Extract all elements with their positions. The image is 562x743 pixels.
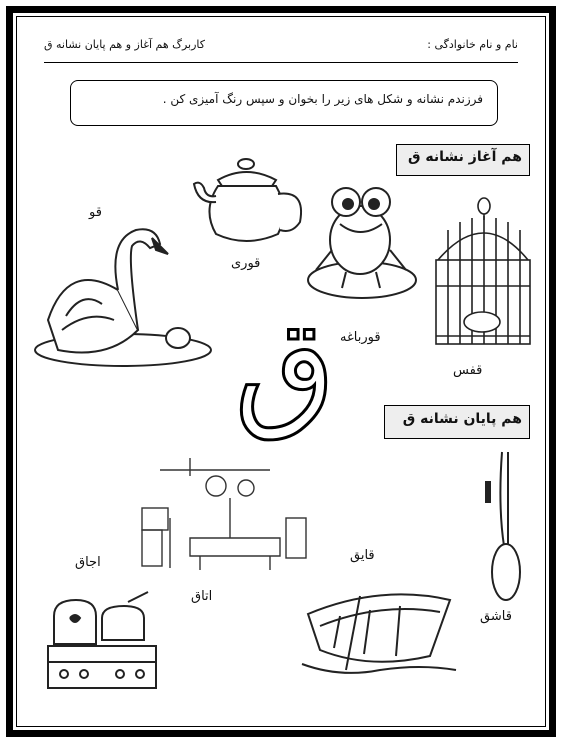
word-ghoo: قو <box>89 205 102 220</box>
start-section-title: هم آغاز نشانه ق <box>407 149 522 165</box>
end-section-title: هم پایان نشانه ق <box>402 411 522 427</box>
word-ghoorbagheh: قورباغه <box>340 330 381 345</box>
swan-icon <box>28 220 218 380</box>
word-ghoori: قوری <box>231 256 261 271</box>
big-letter-ghaf <box>230 291 340 443</box>
stove-icon <box>44 596 160 690</box>
word-ojagh: اجاق <box>75 555 101 570</box>
big-letter-text: ق <box>234 291 336 443</box>
word-ghafas: قفس <box>453 363 483 378</box>
instruction-box <box>70 80 498 126</box>
name-field-label: نام و نام خانوادگی : <box>427 38 518 51</box>
instruction-text: فرزندم نشانه و شکل های زیر را بخوان و سپس رنگ آمیزی کن . <box>162 92 483 106</box>
boat-icon <box>300 586 460 686</box>
bird-cage-icon <box>432 196 534 356</box>
word-ghashogh: قاشق <box>480 609 512 624</box>
word-ghayegh: قایق <box>350 548 375 563</box>
worksheet-title: کاربرگ هم آغاز و هم پایان نشانه ق <box>44 38 206 51</box>
spoon-icon <box>478 446 528 606</box>
header-divider <box>44 62 518 63</box>
word-otagh: اتاق <box>191 589 213 604</box>
frog-icon <box>302 180 420 305</box>
hospital-room-icon <box>130 458 310 578</box>
